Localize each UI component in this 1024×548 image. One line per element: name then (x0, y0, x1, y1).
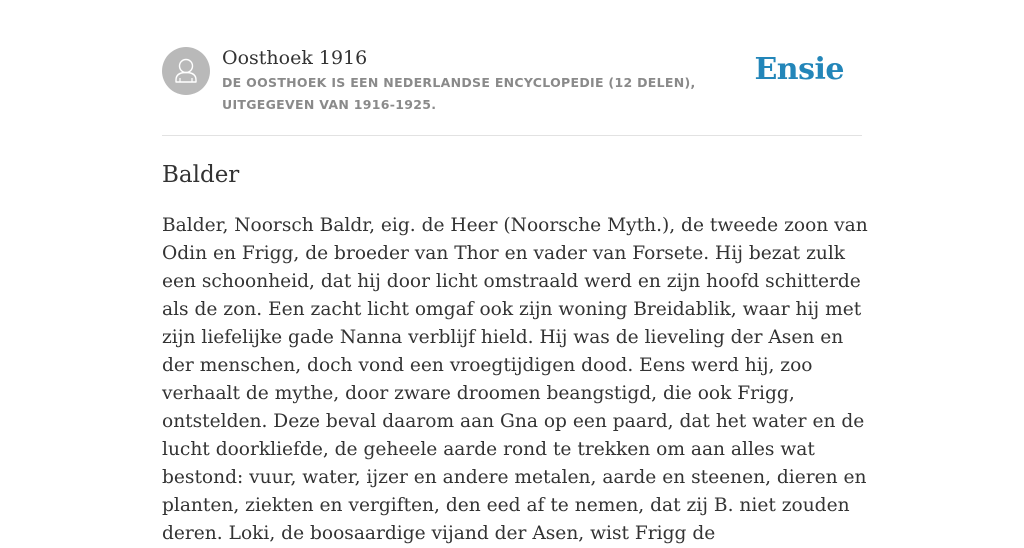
user-icon (162, 47, 210, 95)
article-title: Balder (162, 162, 240, 188)
source-title[interactable]: Oosthoek 1916 (222, 47, 368, 69)
source-description: DE OOSTHOEK IS EEN NEDERLANDSE ENCYCLOPEDIE (12 DELEN), UITGEGEVEN VAN 1916-1925. (222, 75, 696, 112)
avatar[interactable] (162, 47, 210, 95)
article-page (162, 0, 868, 544)
ensie-logo[interactable]: Ensie (754, 52, 844, 87)
article-body: Balder, Noorsch Baldr, eig. de Heer (Noorsche Myth.), de tweede zoon van Odin en Frigg, de broeder van Thor en vader van Forsete. Hij bezat zulk een schoonheid, dat hij door licht omstraald werd en zijn hoofd schitterde als de zon. Een zacht licht omgaf ook zijn woning Breidablik, waar hij met zijn liefelijke gade Nanna verblijf hield. Hij was de lieveling der Asen en der menschen, doch vond een vroegtijdigen dood. Eens werd hij, zoo verhaalt de mythe, door zware droomen beangstigd, die ook Frigg, ontstelden. Deze beval daarom aan Gna op een paard, dat het water en de lucht doorkliefde, de geheele aarde rond te trekken om aan alles wat bestond: vuur, water, ijzer en andere metalen, aarde en steenen, dieren en planten, ziekten en vergiften, den eed af te nemen, dat zij B. niet zouden deren. Loki, de boosaardige vijand der Asen, wist Frigg de (162, 215, 868, 544)
source-header (162, 0, 862, 136)
